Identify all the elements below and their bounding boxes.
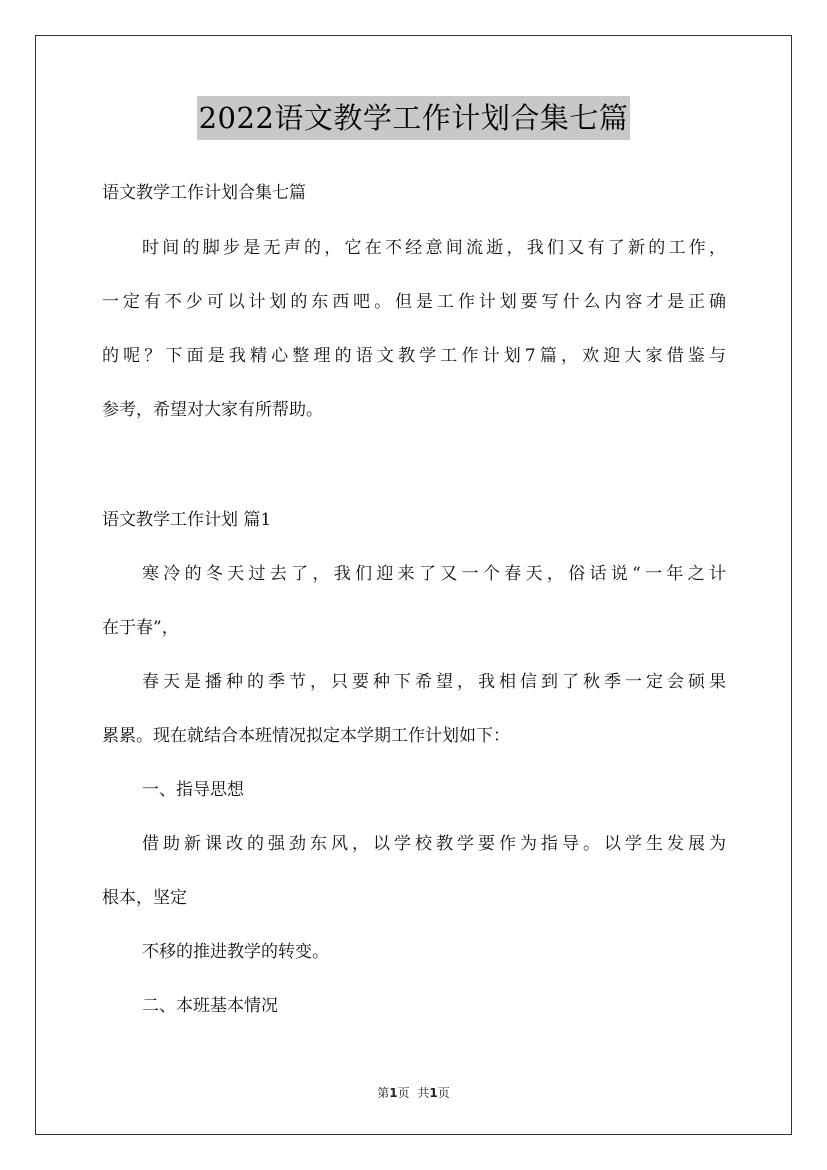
paragraph-line: 的呢？下面是我精心整理的语文教学工作计划7篇，欢迎大家借鉴与 bbox=[102, 346, 726, 366]
section-heading: 一、指导思想 bbox=[142, 780, 244, 800]
page-prefix: 第 bbox=[377, 1086, 390, 1100]
paragraph-line: 在于春”， bbox=[102, 618, 179, 638]
paragraph-line: 累累。现在就结合本班情况拟定本学期工作计划如下： bbox=[102, 726, 510, 746]
section-heading: 语文教学工作计划 篇1 bbox=[102, 510, 272, 530]
paragraph-line: 寒冷的冬天过去了，我们迎来了又一个春天，俗话说“一年之计 bbox=[142, 564, 726, 584]
title-container bbox=[0, 96, 827, 140]
page-suffix: 页 bbox=[397, 1086, 410, 1100]
paragraph-line: 不移的推进教学的转变。 bbox=[142, 942, 329, 962]
paragraph-line: 时间的脚步是无声的，它在不经意间流逝，我们又有了新的工作， bbox=[142, 238, 726, 258]
paragraph-line: 参考，希望对大家有所帮助。 bbox=[102, 400, 323, 420]
total-pages: 1 bbox=[429, 1086, 438, 1100]
paragraph-line: 借助新课改的强劲东风，以学校教学要作为指导。以学生发展为 bbox=[142, 834, 726, 854]
page-number: 1 bbox=[389, 1086, 398, 1100]
subtitle-line: 语文教学工作计划合集七篇 bbox=[102, 183, 306, 203]
total-prefix: 共 bbox=[417, 1086, 430, 1100]
section-heading: 二、本班基本情况 bbox=[142, 996, 278, 1016]
total-suffix: 页 bbox=[437, 1086, 450, 1100]
paragraph-line: 春天是播种的季节，只要种下希望，我相信到了秋季一定会硕果 bbox=[142, 672, 726, 692]
paragraph-line: 根本，坚定 bbox=[102, 888, 187, 908]
page-footer bbox=[0, 1084, 827, 1101]
document-title: 2022语文教学工作计划合集七篇 bbox=[197, 96, 631, 140]
paragraph-line: 一定有不少可以计划的东西吧。但是工作计划要写什么内容才是正确 bbox=[102, 292, 726, 312]
